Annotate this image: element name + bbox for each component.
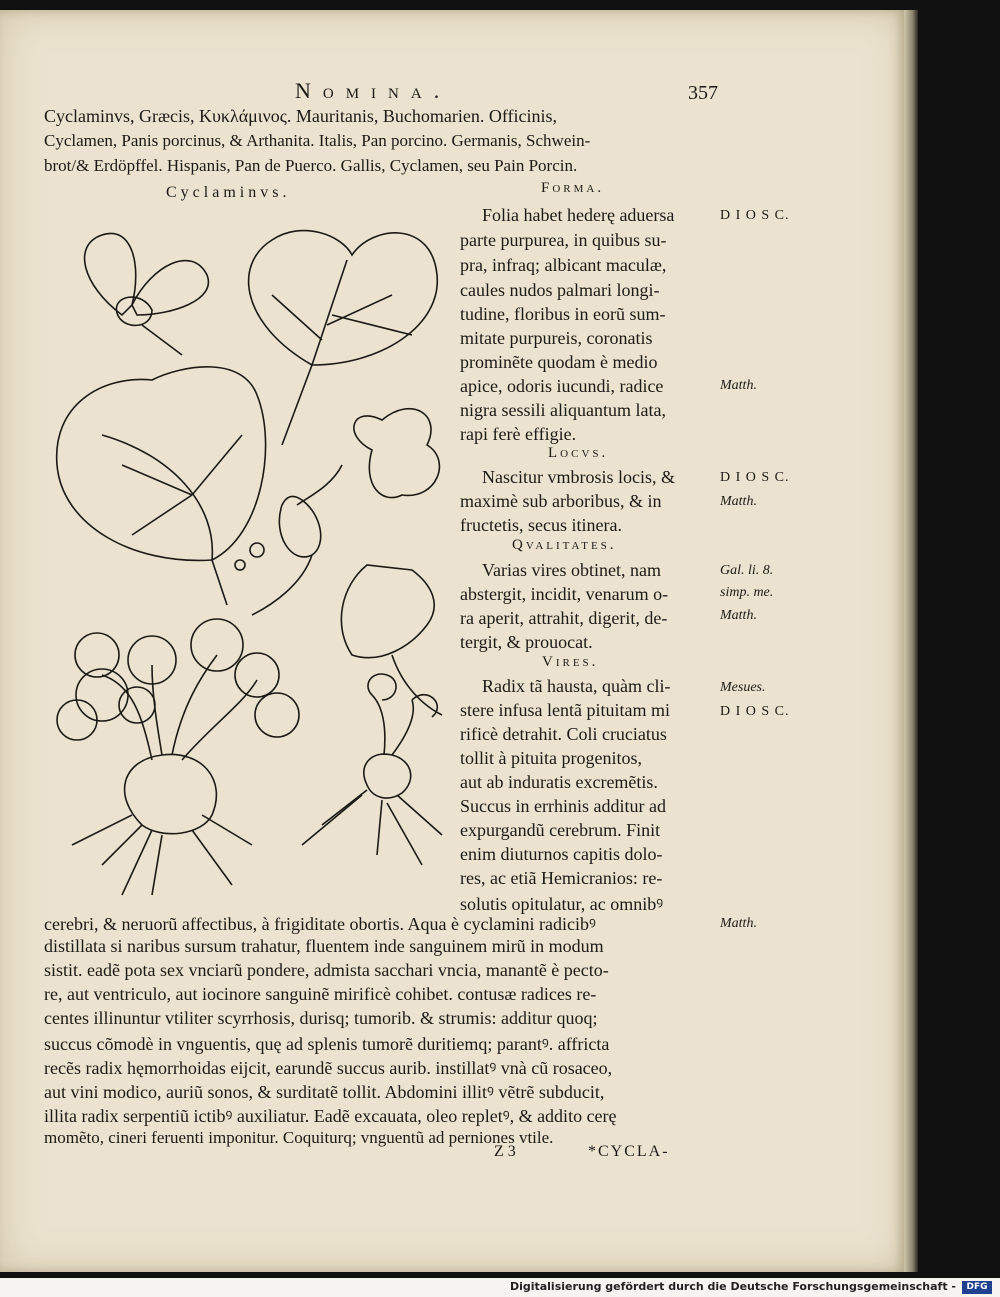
marginal-note: simp. me. [720, 585, 774, 600]
marginal-note: D I O S C. [720, 470, 790, 485]
intro-line: Cyclamen, Panis porcinus, & Arthanita. Italis, Pan porcino. Germanis, Schwein- [44, 131, 591, 150]
marginal-note: Gal. li. 8. [720, 563, 774, 578]
text-line: pra, infraq; albicant maculæ, [460, 255, 667, 275]
text-line: re, aut ventriculo, aut iocinore sanguinẽ mirificè cohibet. contusæ radices re- [44, 984, 597, 1004]
text-line: maximè sub arboribus, & in [460, 491, 662, 511]
text-line: rificè detrahit. Coli cruciatus [460, 724, 667, 744]
marginal-note: Matth. [720, 378, 757, 393]
section-heading-forma: Forma. [541, 180, 605, 196]
section-heading-locus: Locvs. [548, 445, 609, 461]
text-line: abstergit, incidit, venarum o- [460, 584, 669, 604]
text-line: aut ab induratis excremẽtis. [460, 772, 658, 792]
text-line: Folia habet hederę aduersa [482, 205, 675, 225]
catchword: *CYCLA- [588, 1143, 670, 1160]
text-line: caules nudos palmari longi- [460, 280, 660, 300]
text-line: expurgandũ cerebrum. Finit [460, 820, 661, 840]
text-line: tergit, & prouocat. [460, 632, 593, 652]
cyclamen-plant-image [42, 205, 452, 905]
intro-line: brot/& Erdöpffel. Hispanis, Pan de Puerco. Gallis, Cyclamen, seu Pain Porcin. [44, 156, 578, 175]
marginal-note: D I O S C. [720, 704, 790, 719]
page-edge [904, 10, 918, 1272]
text-line: ra aperit, attrahit, digerit, de- [460, 608, 668, 628]
text-line: nigra sessili aliquantum lata, [460, 400, 666, 420]
text-line: tudine, floribus in eorũ sum- [460, 304, 666, 324]
text-line: momẽto, cineri feruenti imponitur. Coquiturq; vnguentũ ad perniones vtile. [44, 1128, 554, 1147]
text-line: cerebri, & neruorũ affectibus, à frigiditate obortis. Aqua è cyclamini radicibꝰ [44, 914, 596, 934]
text-line: centes illinuntur vtiliter scyrrhosis, durisq; tumorib. & strumis: additur quoq; [44, 1008, 598, 1028]
text-line: succus cõmodè in vnguentis, quę ad splenis tumorẽ duritiemq; parantꝰ. affricta [44, 1034, 610, 1054]
text-line: mitate purpureis, coronatis [460, 328, 653, 348]
page-number: 357 [688, 82, 718, 104]
text-line: illita radix serpentiũ ictibꝰ auxiliatur. Eadẽ excauata, oleo repletꝰ, & addito cerę [44, 1106, 617, 1126]
text-line: Varias vires obtinet, nam [482, 560, 661, 580]
text-line: enim diuturnos capitis dolo- [460, 844, 663, 864]
signature-mark: Z 3 [494, 1143, 516, 1160]
dfg-logo: DFG [962, 1281, 992, 1294]
text-line: aut vini modico, auriũ sonos, & surditatẽ tollit. Abdomini illitꝰ vẽtrẽ subducit, [44, 1082, 605, 1102]
marginal-note: Matth. [720, 608, 757, 623]
text-line: Succus in errhinis additur ad [460, 796, 666, 816]
text-line: rapi ferè effigie. [460, 424, 577, 444]
text-line: tollit à pituita progenitos, [460, 748, 642, 768]
text-line: sistit. eadẽ pota sex vnciarũ pondere, admista sacchari vncia, manantẽ è pecto- [44, 960, 609, 980]
marginal-note: D I O S C. [720, 208, 790, 223]
cyclamen-woodcut-illustration [42, 205, 452, 905]
text-line: apice, odoris iucundi, radice [460, 376, 664, 396]
text-line: distillata si naribus sursum trahatur, fluentem inde sanguinem mirũ in modum [44, 936, 604, 956]
text-line: fructetis, secus itinera. [460, 515, 622, 535]
text-line: parte purpurea, in quibus su- [460, 230, 667, 250]
text-line: res, ac etiã Hemicranios: re- [460, 868, 663, 888]
section-heading-vires: Vires. [542, 654, 599, 670]
text-line: Radix tã hausta, quàm cli- [482, 676, 671, 696]
text-line: prominẽte quodam è medio [460, 352, 658, 372]
text-line: recẽs radix hęmorrhoidas eijcit, earundẽ succus aurib. instillatꝰ vnà cũ rosaceo, [44, 1058, 613, 1078]
text-line: solutis opitulatur, ac omnibꝰ [460, 894, 664, 914]
marginal-note: Matth. [720, 916, 757, 931]
text-line: stere infusa lentã pituitam mi [460, 700, 670, 720]
figure-caption: Cyclaminvs. [166, 184, 291, 201]
running-title: Nomina. [295, 78, 452, 103]
text-line: Nascitur vmbrosis locis, & [482, 467, 675, 487]
intro-line: Cyclaminvs, Græcis, Κυκλάμινος. Mauritanis, Buchomarien. Officinis, [44, 106, 557, 126]
section-heading-qualitates: Qvalitates. [512, 537, 617, 553]
digitization-credit: Digitalisierung gefördert durch die Deutsche Forschungsgemeinschaft - [509, 1280, 956, 1293]
marginal-note: Mesues. [720, 680, 766, 695]
marginal-note: Matth. [720, 494, 757, 509]
